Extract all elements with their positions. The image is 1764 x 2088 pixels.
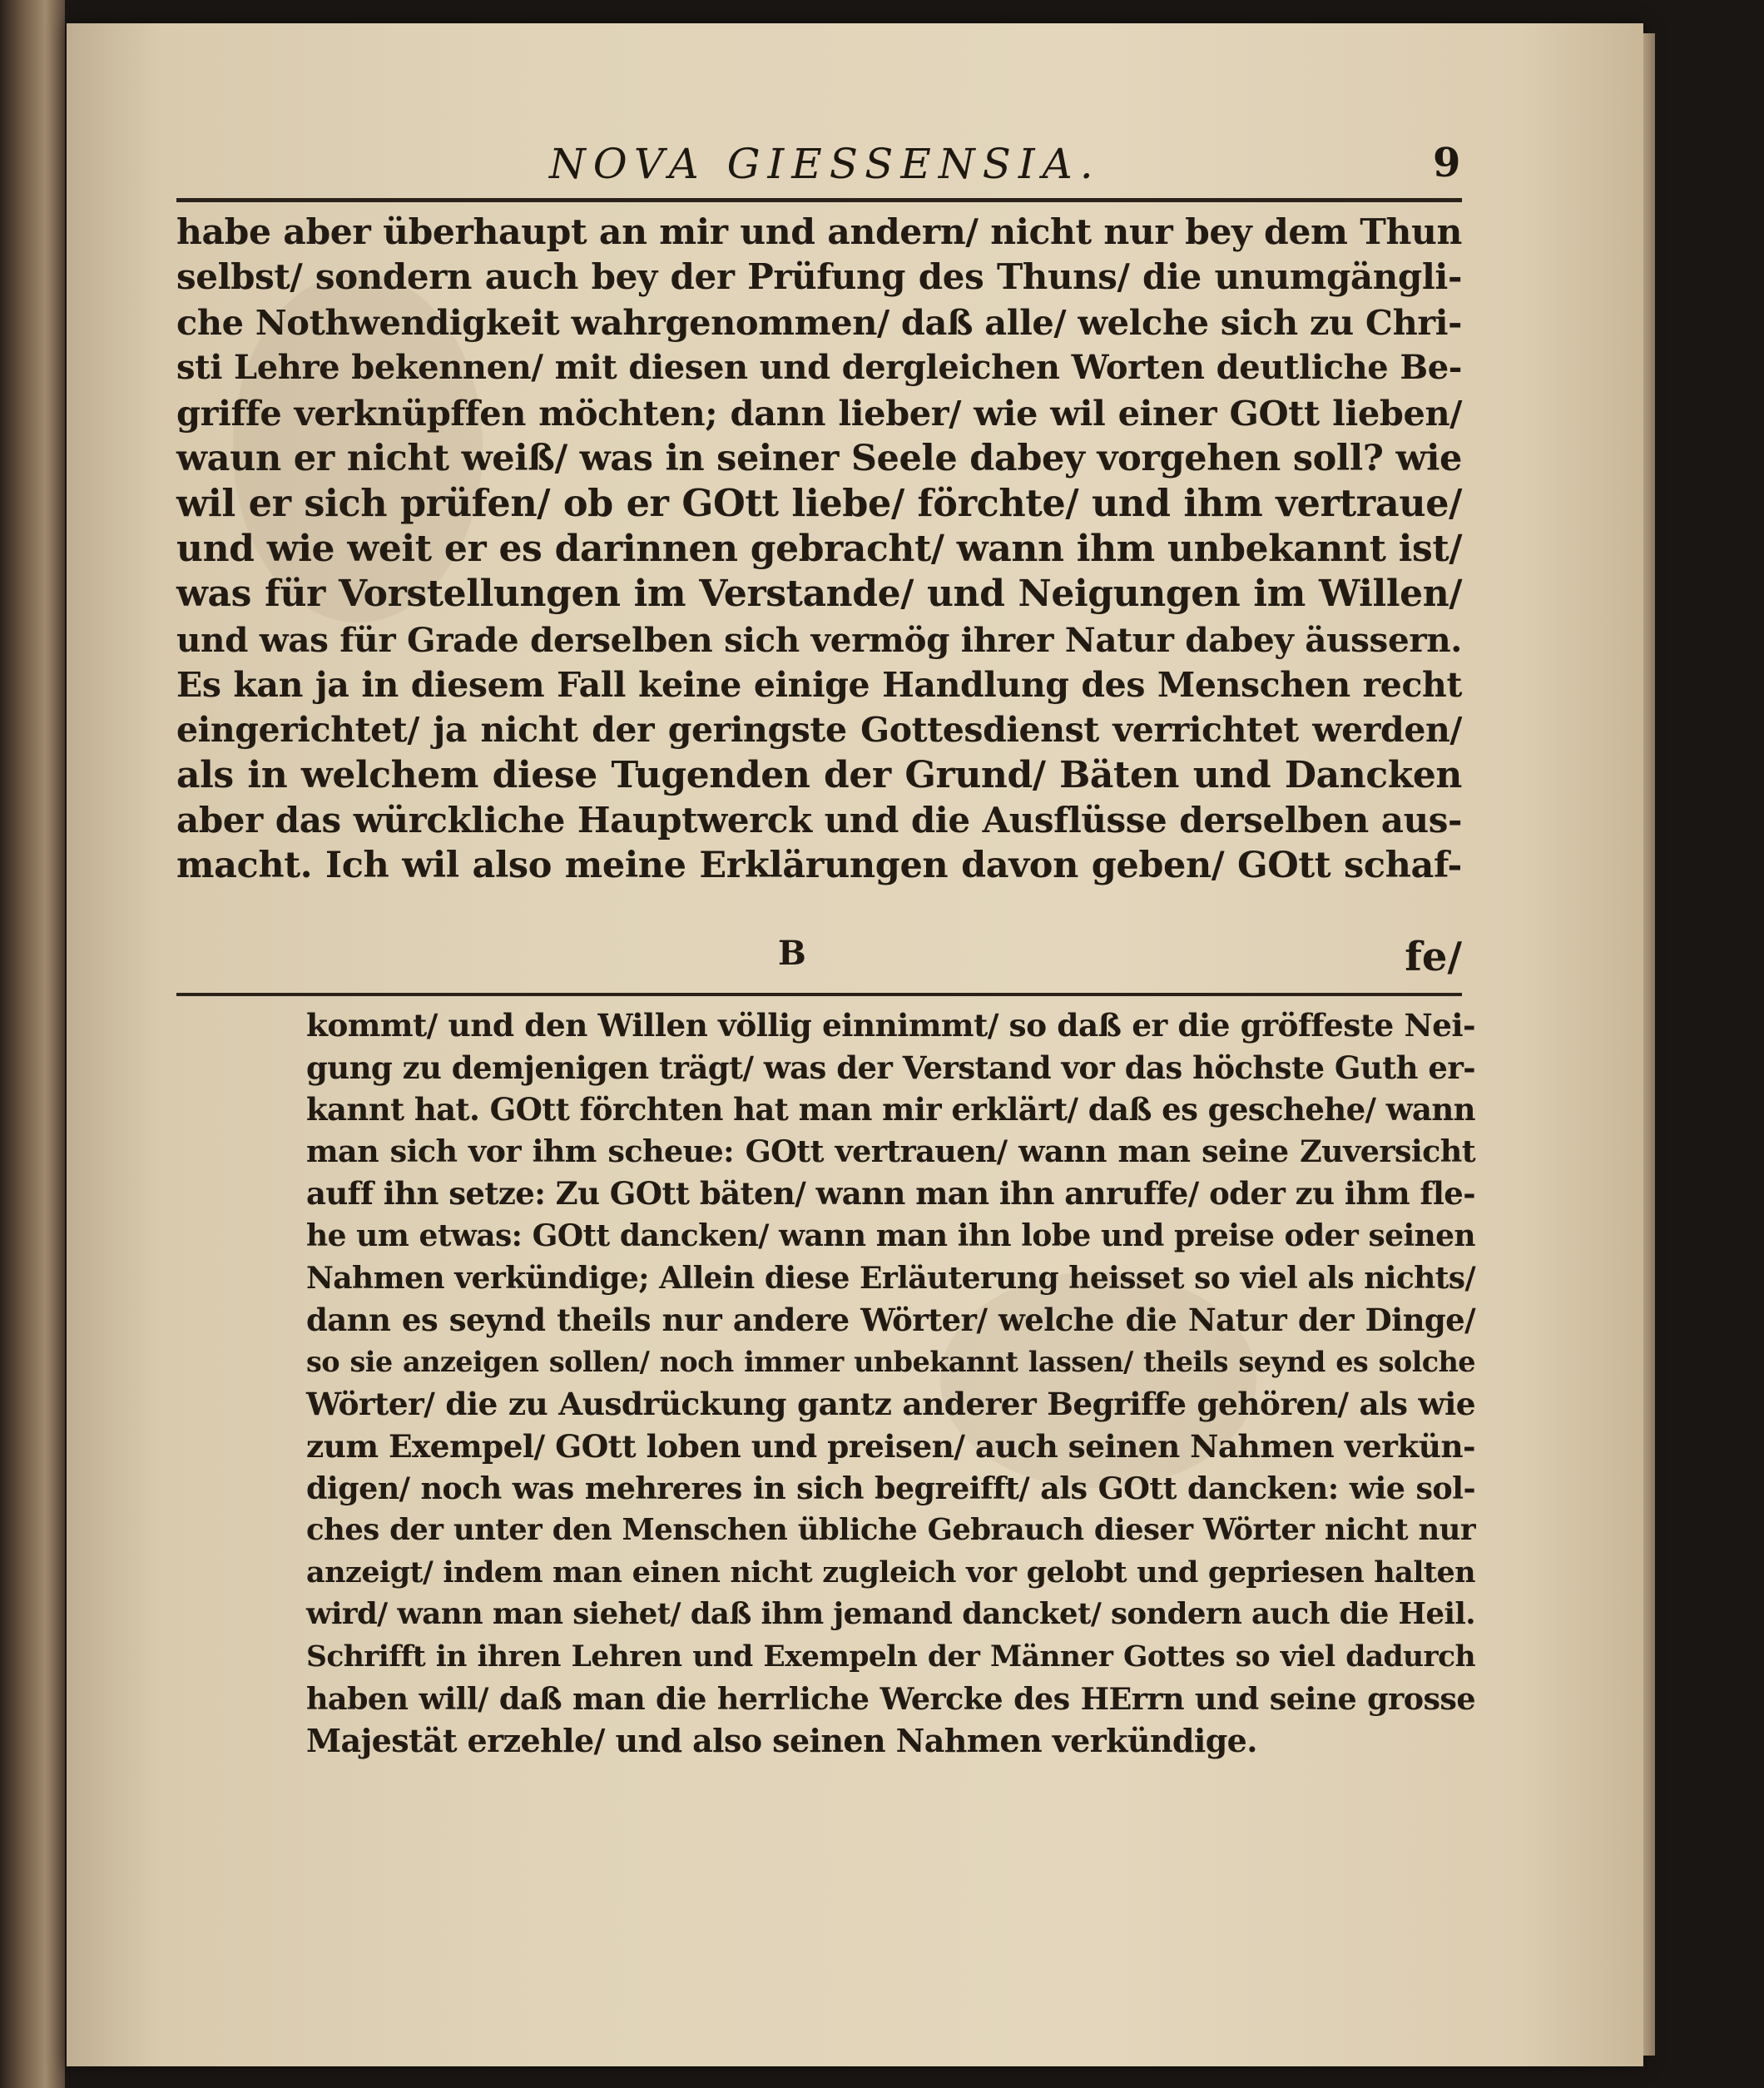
page-edge [1643, 33, 1655, 2056]
text-line: wil er sich prüfen/ ob er GOtt liebe/ förchte/ und ihm vertraue/ [176, 482, 1462, 526]
text-line: che Nothwendigkeit wahrgenommen/ daß alle/ welche sich zu Chri- [176, 301, 1462, 343]
footnote-line: digen/ noch was mehreres in sich begreifft/ als GOtt dancken: wie sol- [306, 1470, 1475, 1506]
text-line: und was für Grade derselben sich vermög ihrer Natur dabey äussern. [176, 619, 1462, 660]
footnote-line: dann es seynd theils nur andere Wörter/ welche die Natur der Dinge/ [306, 1302, 1475, 1339]
footnote-line: Nahmen verkündige; Allein diese Erläuterung heisset so viel als nichts/ [306, 1260, 1475, 1296]
footnote-line: kommt/ und den Willen völlig einnimmt/ so daß er die gröffeste Nei- [306, 1007, 1475, 1044]
main-text-block [176, 210, 1462, 889]
catchword: fe/ [1405, 934, 1462, 980]
text-line: macht. Ich wil also meine Erklärungen davon geben/ GOtt schaf- [176, 845, 1462, 887]
footnote-line: haben will/ daß man die herrliche Wercke des HErrn und seine grosse [306, 1680, 1475, 1717]
text-line: waun er nicht weiß/ was in seiner Seele dabey vorgehen soll? wie [176, 437, 1462, 479]
header-rule [176, 198, 1462, 202]
footnote-line: Schrifft in ihren Lehren und Exempeln der Männer Gottes so viel dadurch [306, 1639, 1475, 1674]
running-head-title: NOVA GIESSENSIA. [549, 140, 1101, 188]
text-line: sti Lehre bekennen/ mit diesen und dergleichen Worten deutliche Be- [176, 348, 1462, 388]
text-line: Es kan ja in diesem Fall keine einige Handlung des Menschen recht [176, 664, 1462, 705]
footnote-line: gung zu demjenigen trägt/ was der Verstand vor das höchste Guth er- [306, 1049, 1475, 1086]
facing-page-edge [0, 0, 65, 2088]
running-head [0, 140, 1764, 190]
footnote-line: wird/ wann man siehet/ daß ihm jemand dancket/ sondern auch die Heil. [306, 1597, 1475, 1632]
footnote-line: so sie anzeigen sollen/ noch immer unbekannt lassen/ theils seynd es solche [306, 1345, 1475, 1378]
page-number: 9 [1433, 140, 1461, 186]
footnote-line: ches der unter den Menschen übliche Gebrauch dieser Wörter nicht nur [306, 1513, 1475, 1548]
footnote-line: man sich vor ihm scheue: GOtt vertrauen/ wann man seine Zuversicht [306, 1133, 1475, 1169]
text-line: was für Vorstellungen im Verstande/ und Neigungen im Willen/ [176, 573, 1462, 616]
footnote-line: zum Exempel/ GOtt loben und preisen/ auch seinen Nahmen verkün- [306, 1427, 1475, 1465]
signature-row [176, 932, 1462, 982]
footnote-rule [176, 993, 1462, 996]
footnote-line: Majestät erzehle/ und also seinen Nahmen verkündige. [306, 1722, 1257, 1760]
text-line: habe aber überhaupt an mir und andern/ nicht nur bey dem Thun [176, 211, 1462, 253]
footnote-block [306, 1004, 1475, 1763]
footnote-line: anzeigt/ indem man einen nicht zugleich vor gelobt und gepriesen halten [306, 1555, 1475, 1590]
text-line: als in welchem diese Tugenden der Grund/ Bäten und Dancken [176, 753, 1462, 796]
text-line: aber das würckliche Hauptwerck und die Ausflüsse derselben aus- [176, 800, 1462, 841]
footnote-line: kannt hat. GOtt förchten hat man mir erklärt/ daß es geschehe/ wann [306, 1091, 1475, 1128]
text-line: und wie weit er es darinnen gebracht/ wann ihm unbekannt ist/ [176, 527, 1462, 570]
signature-mark: B [778, 934, 806, 973]
text-line: griffe verknüpffen möchten; dann lieber/ wie wil einer GOtt lieben/ [176, 392, 1462, 434]
text-line: eingerichtet/ ja nicht der geringste Gottesdienst verrichtet werden/ [176, 710, 1462, 751]
footnote-line: Wörter/ die zu Ausdrückung gantz anderer Begriffe gehören/ als wie [306, 1386, 1475, 1423]
text-line: selbst/ sondern auch bey der Prüfung des Thuns/ die unumgängli- [176, 256, 1462, 298]
footnote-line: he um etwas: GOtt dancken/ wann man ihn lobe und preise oder seinen [306, 1218, 1475, 1253]
footnote-line: auff ihn setze: Zu GOtt bäten/ wann man ihn anruffe/ oder zu ihm fle- [306, 1175, 1475, 1213]
